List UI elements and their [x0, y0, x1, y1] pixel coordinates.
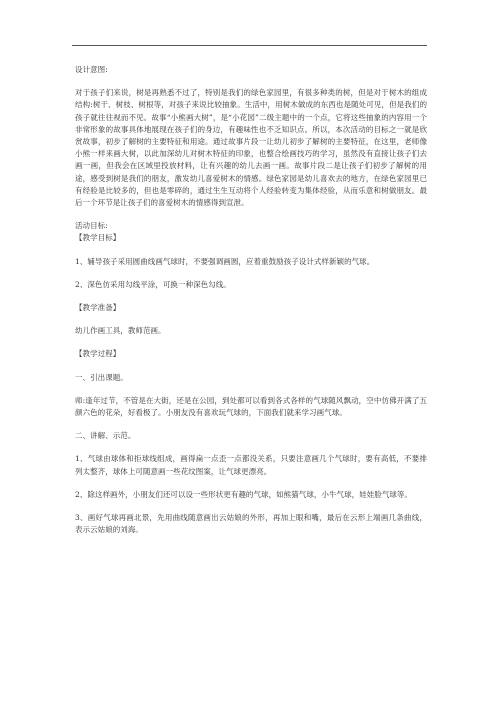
header-rule — [72, 45, 427, 46]
teaching-goal-heading: 【教学目标】 — [75, 233, 121, 243]
step-2-title: 二、讲解、示范。 — [75, 431, 136, 441]
goal-item-1: 1、辅导孩子采用圆曲线画气球时，不要强调画圆，应着重鼓励孩子设计式样新颖的气球。 — [75, 256, 375, 266]
step-1-paragraph: 师:逢年过节，不管是在大街，还是在公园，到处都可以看到各式各样的气球随风飘动，空中仿佛开满了五颜六色的花朵，好看极了。小朋友没有喜欢玩气球的，下面我们就来学习画气球。 — [75, 395, 427, 418]
step-2-point-2: 2、除这样画外，小朋友们还可以设一些形状更有趣的气球，如熊猫气球，小牛气球，娃娃脸气球等。 — [75, 489, 413, 499]
step-2-point-1: 1、气球由球体和拒球线组成，画得扁一点歪一点都没关系，只要注意画几个气球时，要有高低，不要排列太整齐，球体上可随意画一些花纹图案，让气球更漂亮。 — [75, 454, 427, 476]
activity-goal-label: 活动目标: — [75, 221, 108, 231]
design-intent-label: 设计意图: — [75, 65, 108, 74]
document-body — [75, 64, 427, 547]
goal-item-2: 2、深色仿采用勾线平涂，可换一种深色勾线。 — [75, 279, 231, 289]
teaching-prep-heading: 【教学准备】 — [75, 303, 121, 313]
teaching-process-heading: 【教学过程】 — [75, 349, 121, 359]
step-1-title: 一、引出课题。 — [75, 372, 128, 382]
design-intent-paragraph: 对于孩子们来说，树是再熟悉不过了，特别是我们的绿色家园里，有很多种类的树，但是对于树木的组成结构:树干、树枝、树根等，对孩子来说比较抽象。生活中，用树木做成的东西也是随处可见，但是我们的孩子就往往视而不见。故事“小熊画大树”，是“小花园”二级主题中的一个点，它将这些抽象的内容用一个非常形象的故事具体地展现在孩子们的身边，有趣味性也不乏知识点。所以，本次活动的目标之一就是欣赏故事，初步了解树的主要特征和用途。通过故事片段一让幼儿初步了解树的主要特征，在这里，老师像小熊一样来画大树，以此加深幼儿对树木特征的印象，也整合绘画技巧的学习，虽然没有直接让孩子们去画一画，但我会在区域里投放材料，让有兴趣的幼儿去画一画。故事片段二是让孩子们初步了解树的用途，感受到树是我们的朋友，激发幼儿喜爱树木的情感。绿色家园是幼儿喜欢去的地方，在绿色家园里已有经验是比较多的，但也是零碎的，通过生生互动将个人经验转变为集体经验，从而乐意和树做朋友。最后一个环节是让孩子们的喜爱树木的情感得到宣泄。 — [75, 88, 427, 208]
prep-text: 幼儿作画工具，教师范画。 — [75, 326, 166, 336]
step-2-point-3: 3、画好气球再画北景，先用曲线随意画出云姑娘的外形，再加上眼和嘴，最后在云形上端画几条曲线，表示云姑娘的刘海。 — [75, 513, 427, 535]
